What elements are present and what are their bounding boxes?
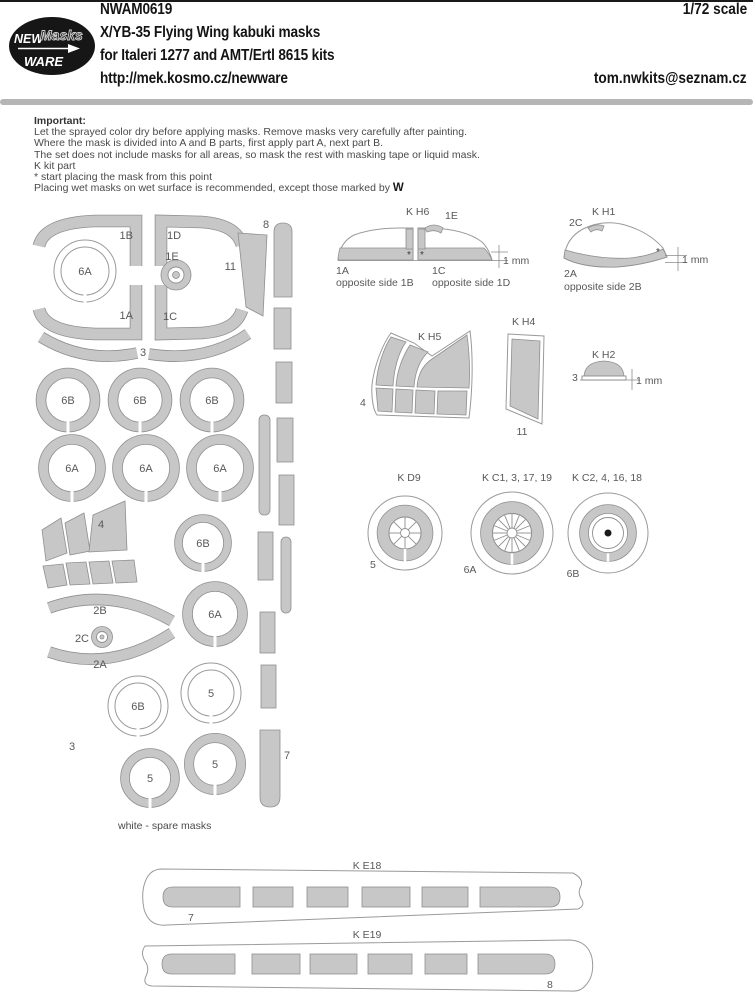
gray-rings-5 xyxy=(125,738,241,809)
mask-sheet-layout xyxy=(15,212,315,812)
part-label: 1A xyxy=(119,310,133,322)
instruction-line: Where the mask is divided into A and B parts, first apply part A, next part B. xyxy=(34,137,384,150)
part-label: 5 xyxy=(146,773,154,785)
logo-text-ware: WARE xyxy=(24,54,63,69)
mask-disc-1e xyxy=(161,260,191,290)
part-label: 2B xyxy=(93,605,107,617)
diagram-wheels xyxy=(345,470,657,585)
measure-label: 1 mm xyxy=(636,375,663,387)
part-label: 6B xyxy=(61,395,75,407)
part-label: 3 xyxy=(69,741,76,753)
part-label: 11 xyxy=(224,261,236,273)
instructions-block xyxy=(34,116,480,194)
eye-masks-2a-2b xyxy=(49,600,172,660)
instruction-line: Placing wet masks on wet surface is recommended, except those marked by W xyxy=(34,182,404,195)
measure-label: 1 mm xyxy=(682,254,709,266)
diagram-title: K E19 xyxy=(352,929,382,941)
diagram-ke19 xyxy=(130,928,650,1000)
part-label: 1B xyxy=(119,230,133,242)
diagram-kh4 xyxy=(495,312,565,440)
diagram-kh2 xyxy=(570,345,685,397)
instruction-line: The set does not include masks for all areas, so mask the rest with masking tape or liquid mask. xyxy=(34,148,480,161)
part-label: 6B xyxy=(196,538,210,550)
diagram-title: K C1, 3, 17, 19 xyxy=(481,472,553,484)
contact-email: tom.nwkits@seznam.cz xyxy=(594,70,747,87)
diagram-title: K H5 xyxy=(418,331,442,343)
diagram-title: K C2, 4, 16, 18 xyxy=(571,472,643,484)
instruction-line: K kit part xyxy=(34,159,76,172)
start-point-star: * xyxy=(656,247,660,258)
part-label: 1C xyxy=(163,311,178,323)
part-label: 6B xyxy=(131,701,145,713)
part-label: 11 xyxy=(516,426,528,438)
diagram-title: K H4 xyxy=(512,316,536,328)
part-label: 1C xyxy=(432,265,446,277)
logo-text-masks: Masks xyxy=(40,27,83,43)
canopy-frame-masks xyxy=(39,221,248,356)
part-label: 7 xyxy=(284,750,291,762)
opposite-side-note: opposite side 1D xyxy=(432,277,511,289)
diagram-kh5 xyxy=(350,325,485,437)
website-url: http://mek.kosmo.cz/newware xyxy=(100,70,288,87)
part-label: 6B xyxy=(205,395,219,407)
part-label: 1E xyxy=(165,251,179,263)
part-label: 1D xyxy=(167,230,182,242)
spare-rings xyxy=(71,663,241,795)
opposite-side-note: opposite side 1B xyxy=(336,277,414,289)
diagram-title: K H2 xyxy=(592,349,616,361)
start-point-star: * xyxy=(407,250,411,261)
part-label: 5 xyxy=(370,559,376,571)
mask-strip-8 xyxy=(274,223,292,297)
hub-dot xyxy=(605,530,612,537)
instruction-line: Let the sprayed color dry before applying masks. Remove masks very carefully after painting. xyxy=(34,126,468,139)
part-label: 3 xyxy=(572,372,578,384)
wheel-kc2 xyxy=(567,472,648,580)
part-label: 6A xyxy=(78,266,92,278)
diagram-kh1 xyxy=(555,202,753,297)
wheel-kc1 xyxy=(464,472,553,576)
part-label: 1A xyxy=(336,265,349,277)
product-code: NWAM0619 xyxy=(100,1,173,18)
part-label: 2C xyxy=(569,217,583,229)
header-divider xyxy=(0,99,753,105)
title-line-2: for Italeri 1277 and AMT/Ertl 8615 kits xyxy=(100,47,335,64)
spare-masks-note: white - spare masks xyxy=(118,820,212,832)
part-label: 2A xyxy=(93,659,107,671)
diagram-ke18 xyxy=(135,857,635,929)
diagram-title: K H1 xyxy=(592,206,616,218)
edge-strip-masks xyxy=(258,308,294,807)
part-label: 2A xyxy=(564,268,577,280)
part-label: 8 xyxy=(547,979,553,991)
diagram-title: K D9 xyxy=(397,472,421,484)
part-label: 6A xyxy=(65,463,79,475)
part-label: 5 xyxy=(211,759,219,771)
part-label: 6A xyxy=(463,564,477,576)
part-label: 6A xyxy=(213,463,227,475)
wedge-masks-4 xyxy=(42,501,137,588)
mask-panel-11 xyxy=(238,233,267,316)
start-point-star: * xyxy=(420,250,424,261)
part-label: 5 xyxy=(207,688,215,700)
instructions-heading: Important: xyxy=(34,115,86,127)
scale-label: 1/72 scale xyxy=(682,1,747,18)
part-label: 3 xyxy=(139,347,147,359)
part-label: 6A xyxy=(139,463,153,475)
instruction-line: * start placing the mask from this point xyxy=(34,171,212,184)
measure-label: 1 mm xyxy=(503,255,530,267)
part-label: 7 xyxy=(188,912,194,924)
diagram-title: K E18 xyxy=(352,860,382,872)
part-label: 8 xyxy=(262,219,270,231)
part-label: 4 xyxy=(97,519,105,531)
part-label: 6A xyxy=(208,609,222,621)
part-label: 1E xyxy=(445,210,458,222)
wet-mark-symbol: W xyxy=(392,182,404,195)
diagram-title: K H6 xyxy=(406,206,430,218)
part-label: 4 xyxy=(360,397,366,409)
part-label: 6B xyxy=(133,395,147,407)
part-label: 2C xyxy=(74,633,89,645)
part-label: 6B xyxy=(566,568,580,580)
newware-logo xyxy=(8,16,96,76)
logo-text-new: NEW xyxy=(14,32,44,46)
title-line-1: X/YB-35 Flying Wing kabuki masks xyxy=(100,24,321,41)
wheel-kd9 xyxy=(368,472,442,571)
opposite-side-note: opposite side 2B xyxy=(564,281,642,293)
diagram-kh6 xyxy=(330,202,550,297)
